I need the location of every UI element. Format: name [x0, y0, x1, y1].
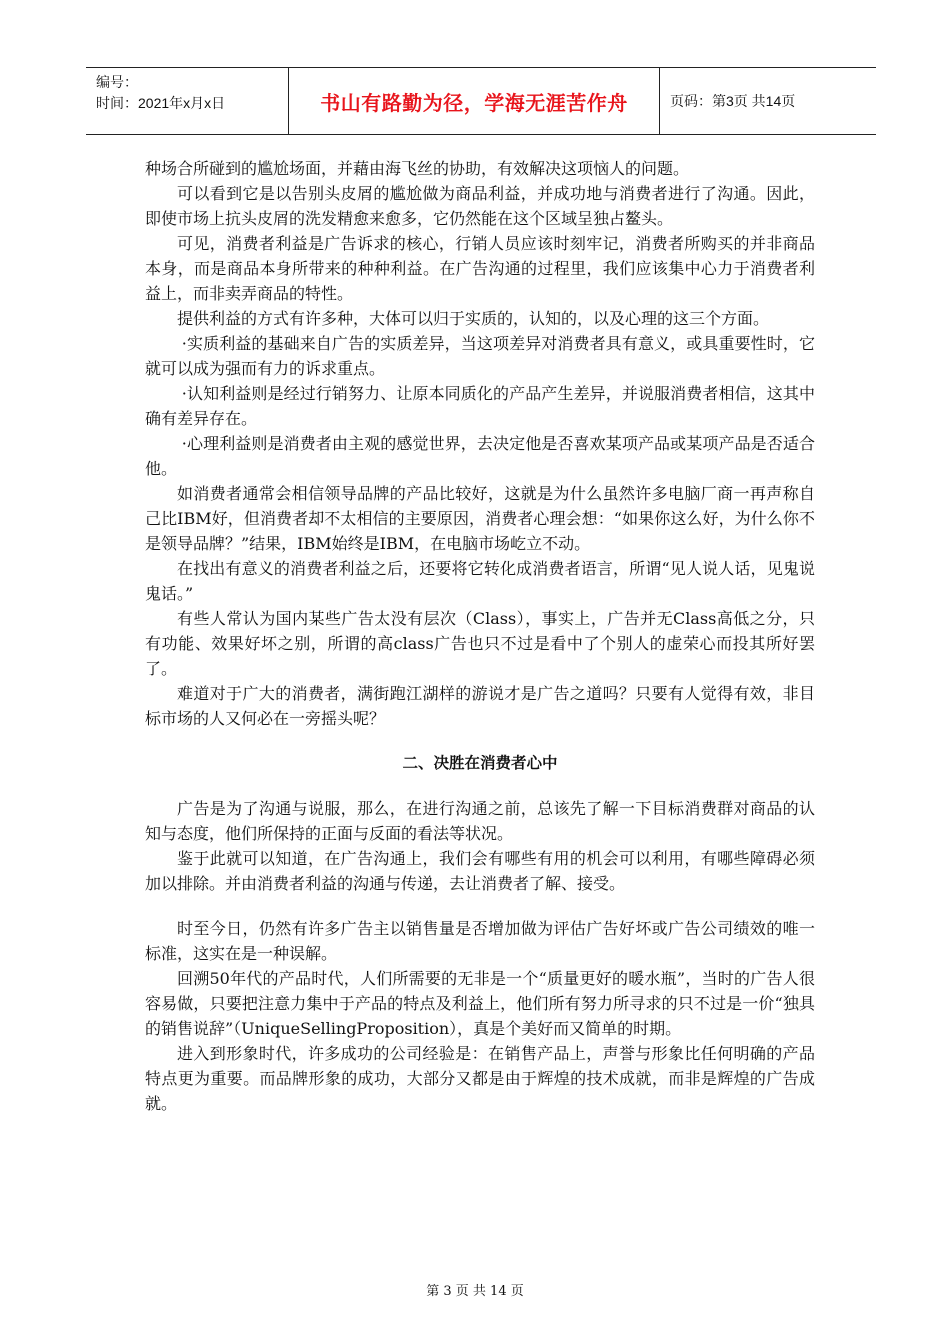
header-meta-cell	[86, 68, 288, 134]
paragraph: 可以看到它是以告别头皮屑的尴尬做为商品利益，并成功地与消费者进行了沟通。因此，即使市场上抗头皮屑的洗发精愈来愈多，它仍然能在这个区域呈独占鳌头。	[145, 184, 815, 228]
bullet-paragraph: ·认知利益则是经过行销努力、让原本同质化的产品产生差异，并说服消费者相信，这其中确有差异存在。	[145, 384, 815, 428]
document-body	[145, 156, 815, 1116]
header-page-label: 页码：第3页 共14页	[670, 93, 796, 109]
page-footer: 第 3 页 共 14 页	[426, 1284, 524, 1299]
section-heading: 二、决胜在消费者心中	[402, 754, 558, 772]
header-table	[86, 67, 876, 135]
header-motto-cell	[288, 68, 660, 134]
header-page-cell	[660, 68, 876, 134]
paragraph: 种场合所碰到的尴尬场面，并藉由海飞丝的协助，有效解决这项恼人的问题。	[145, 159, 690, 178]
paragraph: 进入到形象时代，许多成功的公司经验是：在销售产品上，声誉与形象比任何明确的产品特点更为重要。而品牌形象的成功，大部分又都是由于辉煌的技术成就，而非是辉煌的广告成就。	[145, 1044, 815, 1113]
paragraph-gap	[145, 896, 815, 916]
header-motto: 书山有路勤为径，学海无涯苦作舟	[320, 90, 628, 115]
paragraph: 难道对于广大的消费者，满街跑江湖样的游说才是广告之道吗？只要有人觉得有效，非目标市场的人又何必在一旁摇头呢？	[145, 684, 815, 728]
paragraph: 有些人常认为国内某些广告太没有层次（Class），事实上，广告并无Class高低之分，只有功能、效果好坏之别，所谓的高class广告也只不过是看中了个别人的虚荣心而投其所好罢了。	[145, 609, 815, 678]
document-number-label: 编号：	[96, 74, 138, 90]
bullet-paragraph: ·心理利益则是消费者由主观的感觉世界，去决定他是否喜欢某项产品或某项产品是否适合他。	[145, 434, 815, 478]
paragraph: 如消费者通常会相信领导品牌的产品比较好，这就是为什么虽然许多电脑厂商一再声称自己比IBM好，但消费者却不太相信的主要原因，消费者心理会想：“如果你这么好，为什么你不是领导品牌？”结果，IBM始终是IBM，在电脑市场屹立不动。	[145, 484, 815, 553]
paragraph: 可见，消费者利益是广告诉求的核心，行销人员应该时刻牢记，消费者所购买的并非商品本身，而是商品本身所带来的种种利益。在广告沟通的过程里，我们应该集中心力于消费者利益上，而非卖弄商品的特性。	[145, 234, 815, 303]
paragraph: 回溯50年代的产品时代，人们所需要的无非是一个“质量更好的暖水瓶”，当时的广告人很容易做，只要把注意力集中于产品的特点及利益上，他们所有努力所寻求的只不过是一价“独具的销售说辞”（UniqueSellingProposition），真是个美好而又简单的时期。	[145, 969, 815, 1038]
paragraph: 时至今日，仍然有许多广告主以销售量是否增加做为评估广告好坏或广告公司绩效的唯一标准，这实在是一种误解。	[145, 919, 815, 963]
paragraph: 鉴于此就可以知道，在广告沟通上，我们会有哪些有用的机会可以利用，有哪些障碍必须加以排除。并由消费者利益的沟通与传递，去让消费者了解、接受。	[145, 849, 815, 893]
paragraph: 提供利益的方式有许多种，大体可以归于实质的，认知的，以及心理的这三个方面。	[177, 309, 770, 328]
paragraph: 广告是为了沟通与说服，那么，在进行沟通之前，总该先了解一下目标消费群对商品的认知与态度，他们所保持的正面与反面的看法等状况。	[145, 799, 815, 843]
document-date-label: 时间：2021年x月x日	[96, 95, 226, 111]
paragraph: 在找出有意义的消费者利益之后，还要将它转化成消费者语言，所谓“见人说人话，见鬼说鬼话。”	[145, 559, 815, 603]
bullet-paragraph: ·实质利益的基础来自广告的实质差异，当这项差异对消费者具有意义，或具重要性时，它就可以成为强而有力的诉求重点。	[145, 334, 815, 378]
